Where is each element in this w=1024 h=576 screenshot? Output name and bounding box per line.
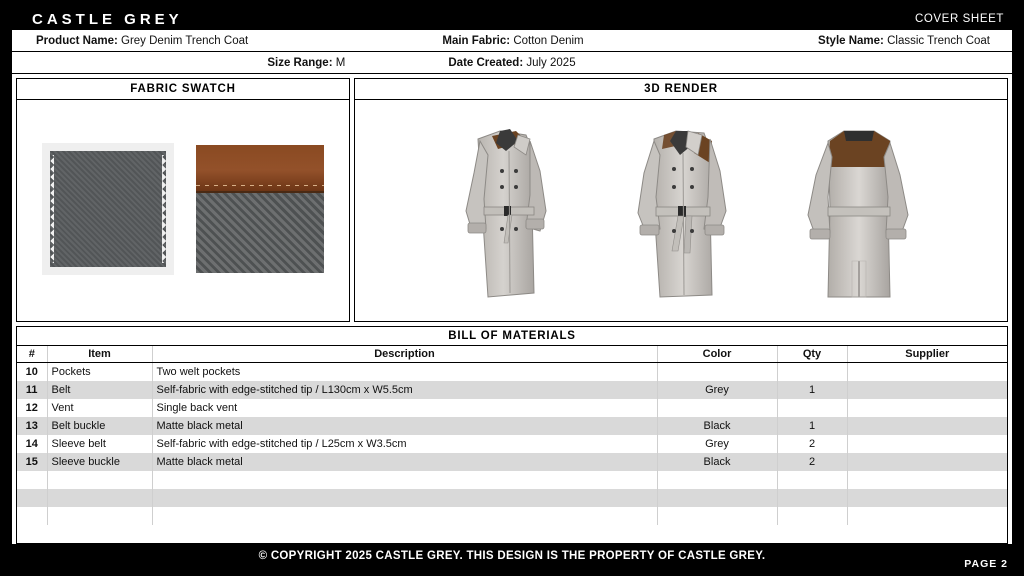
cell-qty xyxy=(777,489,847,507)
table-row xyxy=(17,453,1007,471)
main-fabric-value: Cotton Denim xyxy=(513,34,584,47)
table-row xyxy=(17,507,1007,525)
render-title: 3D RENDER xyxy=(355,79,1007,100)
cell-item xyxy=(47,507,152,525)
table-row xyxy=(17,435,1007,453)
cell-supplier xyxy=(847,471,1007,489)
cell-item: Belt xyxy=(47,381,152,399)
panels-container xyxy=(12,74,1012,322)
meta-row-2 xyxy=(12,52,1012,74)
cell-num: 11 xyxy=(17,381,47,399)
bom-title: BILL OF MATERIALS xyxy=(17,327,1007,346)
cell-desc: Matte black metal xyxy=(152,417,657,435)
table-row xyxy=(17,363,1007,381)
cell-qty: 2 xyxy=(777,435,847,453)
cell-num xyxy=(17,489,47,507)
bom-header-row xyxy=(17,346,1007,363)
cell-num: 15 xyxy=(17,453,47,471)
style-name-label: Style Name: xyxy=(818,34,884,47)
cell-num: 13 xyxy=(17,417,47,435)
bill-of-materials xyxy=(16,326,1008,544)
cell-qty: 2 xyxy=(777,453,847,471)
cell-qty xyxy=(777,363,847,381)
cell-num xyxy=(17,507,47,525)
cell-color: Grey xyxy=(657,381,777,399)
swatch-grey-denim xyxy=(42,143,174,275)
cell-desc: Single back vent xyxy=(152,399,657,417)
cell-qty: 1 xyxy=(777,417,847,435)
product-name-field xyxy=(12,35,354,47)
coat-render-back xyxy=(782,111,932,319)
cell-num: 10 xyxy=(17,363,47,381)
bom-col-supplier: Supplier xyxy=(847,346,1007,363)
coat-render-front xyxy=(606,111,756,319)
cell-desc xyxy=(152,489,657,507)
cell-supplier xyxy=(847,363,1007,381)
cell-desc xyxy=(152,507,657,525)
cell-qty xyxy=(777,507,847,525)
table-row xyxy=(17,417,1007,435)
cell-item xyxy=(47,471,152,489)
cell-item: Pockets xyxy=(47,363,152,381)
bom-table xyxy=(17,346,1007,525)
coat-render-left xyxy=(430,111,580,319)
table-row xyxy=(17,381,1007,399)
main-fabric-field xyxy=(354,35,672,47)
cell-color xyxy=(657,399,777,417)
cell-desc xyxy=(152,471,657,489)
cell-supplier xyxy=(847,417,1007,435)
cell-supplier xyxy=(847,399,1007,417)
fabric-swatch-title: FABRIC SWATCH xyxy=(17,79,349,100)
cell-color: Black xyxy=(657,417,777,435)
cell-num xyxy=(17,471,47,489)
style-name-value: Classic Trench Coat xyxy=(887,34,990,47)
bom-col-desc: Description xyxy=(152,346,657,363)
cell-desc: Matte black metal xyxy=(152,453,657,471)
cell-desc: Self-fabric with edge-stitched tip / L25cm x W3.5cm xyxy=(152,435,657,453)
size-range-label: Size Range: xyxy=(267,56,333,69)
style-name-field xyxy=(672,35,1012,47)
cell-color xyxy=(657,471,777,489)
size-range-field xyxy=(12,57,345,69)
cell-item: Vent xyxy=(47,399,152,417)
product-name-label: Product Name: xyxy=(36,34,118,47)
cell-supplier xyxy=(847,489,1007,507)
cell-color: Grey xyxy=(657,435,777,453)
table-row xyxy=(17,399,1007,417)
cell-color xyxy=(657,507,777,525)
render-body xyxy=(355,100,1007,321)
bom-col-color: Color xyxy=(657,346,777,363)
render-panel xyxy=(354,78,1008,322)
product-name-value: Grey Denim Trench Coat xyxy=(121,34,249,47)
fabric-swatch-panel xyxy=(16,78,350,322)
cell-color xyxy=(657,489,777,507)
cell-desc: Two welt pockets xyxy=(152,363,657,381)
cell-item: Belt buckle xyxy=(47,417,152,435)
swatch-leather-trim xyxy=(196,145,324,273)
sheet-type-label: COVER SHEET xyxy=(914,13,1004,25)
page-number: PAGE 2 xyxy=(964,558,1008,570)
cell-qty xyxy=(777,399,847,417)
cell-supplier xyxy=(847,453,1007,471)
bom-col-qty: Qty xyxy=(777,346,847,363)
cell-item xyxy=(47,489,152,507)
top-header-bar xyxy=(12,8,1012,30)
meta-row-1 xyxy=(12,30,1012,52)
date-created-label: Date Created: xyxy=(448,56,524,69)
footer-copyright: © COPYRIGHT 2025 CASTLE GREY. THIS DESIGN IS THE PROPERTY OF CASTLE GREY. xyxy=(258,550,766,562)
cell-qty xyxy=(777,471,847,489)
main-fabric-label: Main Fabric: xyxy=(442,34,511,47)
cell-item: Sleeve buckle xyxy=(47,453,152,471)
cell-desc: Self-fabric with edge-stitched tip / L130cm x W5.5cm xyxy=(152,381,657,399)
document-body xyxy=(12,30,1012,544)
table-row xyxy=(17,471,1007,489)
table-row xyxy=(17,489,1007,507)
fabric-swatch-body xyxy=(17,100,349,321)
cell-num: 12 xyxy=(17,399,47,417)
bom-col-num: # xyxy=(17,346,47,363)
cell-supplier xyxy=(847,507,1007,525)
cell-supplier xyxy=(847,381,1007,399)
cell-color: Black xyxy=(657,453,777,471)
date-created-value: July 2025 xyxy=(526,56,576,69)
brand-title: CASTLE GREY xyxy=(32,10,183,28)
cell-color xyxy=(657,363,777,381)
cell-num: 14 xyxy=(17,435,47,453)
cell-supplier xyxy=(847,435,1007,453)
cell-qty: 1 xyxy=(777,381,847,399)
bom-col-item: Item xyxy=(47,346,152,363)
cell-item: Sleeve belt xyxy=(47,435,152,453)
date-created-field xyxy=(345,57,678,69)
size-range-value: M xyxy=(335,56,346,69)
